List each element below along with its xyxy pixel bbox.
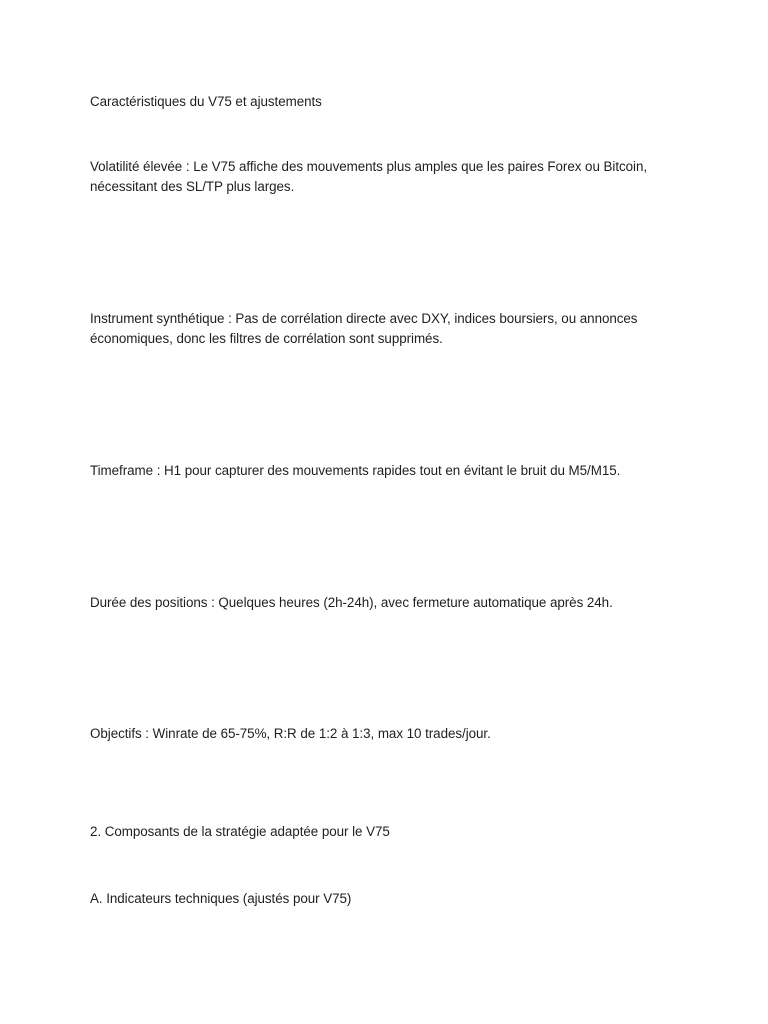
text-line: 2. Composants de la stratégie adaptée pour le V75 xyxy=(90,824,390,839)
text-line: Durée des positions : Quelques heures (2h-24h), avec fermeture automatique après 24h. xyxy=(90,595,613,610)
text-line: Objectifs : Winrate de 65-75%, R:R de 1:2 à 1:3, max 10 trades/jour. xyxy=(90,726,491,741)
text-line: A. Indicateurs techniques (ajustés pour V75) xyxy=(90,891,352,906)
section-heading-2 xyxy=(90,822,700,842)
objectives-paragraph xyxy=(90,724,700,744)
text-line: Instrument synthétique : Pas de corrélation directe avec DXY, indices boursiers, ou annonces xyxy=(90,311,638,326)
synthetic-instrument-paragraph xyxy=(90,309,700,349)
position-duration-paragraph xyxy=(90,593,700,613)
text-line: nécessitant des SL/TP plus larges. xyxy=(90,179,295,194)
timeframe-paragraph xyxy=(90,461,700,481)
text-line: Timeframe : H1 pour capturer des mouvements rapides tout en évitant le bruit du M5/M15. xyxy=(90,463,621,478)
text-line: économiques, donc les filtres de corrélation sont supprimés. xyxy=(90,331,443,346)
volatility-paragraph xyxy=(90,157,700,197)
text-line: Caractéristiques du V75 et ajustements xyxy=(90,94,322,109)
text-line: Volatilité élevée : Le V75 affiche des mouvements plus amples que les paires Forex ou Bitcoin, xyxy=(90,159,648,174)
document-title xyxy=(90,92,700,112)
subsection-heading-a xyxy=(90,889,700,909)
